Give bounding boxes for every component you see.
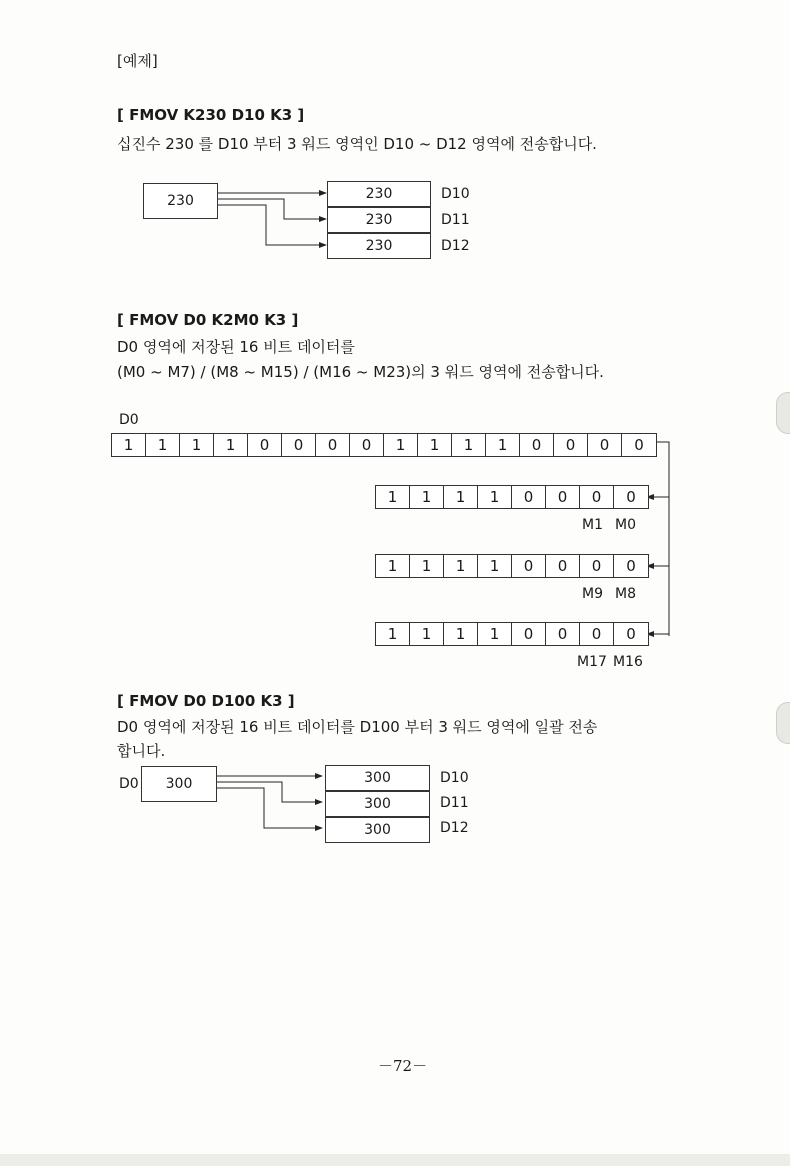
bit-cell: 1 — [376, 486, 410, 508]
bit-cell: 1 — [146, 434, 180, 456]
ex2-title: [ FMOV D0 K2M0 K3 ] — [117, 311, 299, 329]
bit-cell: 0 — [554, 434, 588, 456]
ex2-label-m0: M0 — [615, 517, 636, 533]
ex1-source-box: 230 — [143, 183, 218, 219]
ex3-description-line2: 합니다. — [117, 742, 166, 760]
bit-cell: 1 — [112, 434, 146, 456]
bit-cell: 1 — [376, 623, 410, 645]
bit-cell: 1 — [418, 434, 452, 456]
bit-cell: 0 — [622, 434, 656, 456]
bit-cell: 0 — [248, 434, 282, 456]
bit-cell: 0 — [520, 434, 554, 456]
bit-cell: 1 — [444, 623, 478, 645]
ex2-target-bits-m16 — [375, 622, 649, 646]
page-bottom-edge — [0, 1154, 790, 1166]
ex2-label-m8: M8 — [615, 586, 636, 602]
bit-cell: 1 — [486, 434, 520, 456]
ex1-label-d10: D10 — [441, 186, 470, 202]
bit-cell: 0 — [588, 434, 622, 456]
page-number: －72－ — [378, 1057, 428, 1075]
bit-cell: 1 — [478, 555, 512, 577]
ex3-arrow-d12 — [217, 788, 322, 828]
ex3-label-d11: D11 — [440, 795, 469, 811]
bit-cell: 1 — [478, 486, 512, 508]
bit-cell: 0 — [546, 623, 580, 645]
bit-cell: 1 — [478, 623, 512, 645]
bit-cell: 1 — [444, 555, 478, 577]
ex3-label-d10: D10 — [440, 770, 469, 786]
ex2-label-m9: M9 — [582, 586, 603, 602]
ex3-title: [ FMOV D0 D100 K3 ] — [117, 692, 295, 710]
ex3-target-box-d11: 300 — [325, 791, 430, 817]
ex2-label-m16: M16 — [613, 654, 643, 670]
page-heading: [예제] — [117, 52, 158, 70]
bit-cell: 0 — [512, 486, 546, 508]
bit-cell: 1 — [410, 486, 444, 508]
ex1-label-d11: D11 — [441, 212, 470, 228]
ex2-source-bits — [111, 433, 657, 457]
ex3-source-box: 300 — [141, 766, 217, 802]
ex3-target-box-d10: 300 — [325, 765, 430, 791]
bit-cell: 1 — [410, 623, 444, 645]
ex2-target-bits-m8 — [375, 554, 649, 578]
bit-cell: 1 — [214, 434, 248, 456]
bit-cell: 0 — [580, 486, 614, 508]
bit-cell: 1 — [180, 434, 214, 456]
bit-cell: 0 — [350, 434, 384, 456]
ex1-label-d12: D12 — [441, 238, 470, 254]
ex1-target-box-d10: 230 — [327, 181, 431, 207]
ex1-title: [ FMOV K230 D10 K3 ] — [117, 106, 305, 124]
bit-cell: 0 — [546, 486, 580, 508]
bit-cell: 0 — [316, 434, 350, 456]
bit-cell: 0 — [282, 434, 316, 456]
bit-cell: 0 — [512, 555, 546, 577]
ex2-source-label: D0 — [119, 412, 139, 428]
ex2-description-line1: D0 영역에 저장된 16 비트 데이터를 — [117, 338, 355, 356]
ex2-label-m1: M1 — [582, 517, 603, 533]
ex3-source-label: D0 — [119, 776, 139, 792]
bit-cell: 0 — [580, 623, 614, 645]
ex3-description-line1: D0 영역에 저장된 16 비트 데이터를 D100 부터 3 워드 영역에 일괄 전송 — [117, 718, 598, 736]
bit-cell: 1 — [452, 434, 486, 456]
ex1-description: 십진수 230 를 D10 부터 3 워드 영역인 D10 ~ D12 영역에 전송합니다. — [117, 135, 597, 153]
bit-cell: 1 — [376, 555, 410, 577]
ex2-bracket — [646, 442, 669, 636]
ex3-arrow-d11 — [217, 782, 322, 802]
bit-cell: 0 — [580, 555, 614, 577]
bit-cell: 1 — [444, 486, 478, 508]
bit-cell: 1 — [410, 555, 444, 577]
bit-cell: 0 — [614, 486, 648, 508]
ex2-description-line2: (M0 ~ M7) / (M8 ~ M15) / (M16 ~ M23)의 3 워드 영역에 전송합니다. — [117, 363, 604, 381]
bit-cell: 0 — [614, 555, 648, 577]
ex1-arrow-d11 — [218, 199, 326, 219]
ex1-target-box-d11: 230 — [327, 207, 431, 233]
bit-cell: 1 — [384, 434, 418, 456]
ex1-target-box-d12: 230 — [327, 233, 431, 259]
ex2-label-m17: M17 — [577, 654, 607, 670]
ex3-label-d12: D12 — [440, 820, 469, 836]
ex1-arrow-d12 — [218, 205, 326, 245]
bit-cell: 0 — [512, 623, 546, 645]
ex3-target-box-d12: 300 — [325, 817, 430, 843]
bit-cell: 0 — [614, 623, 648, 645]
ex2-target-bits-m0 — [375, 485, 649, 509]
bit-cell: 0 — [546, 555, 580, 577]
